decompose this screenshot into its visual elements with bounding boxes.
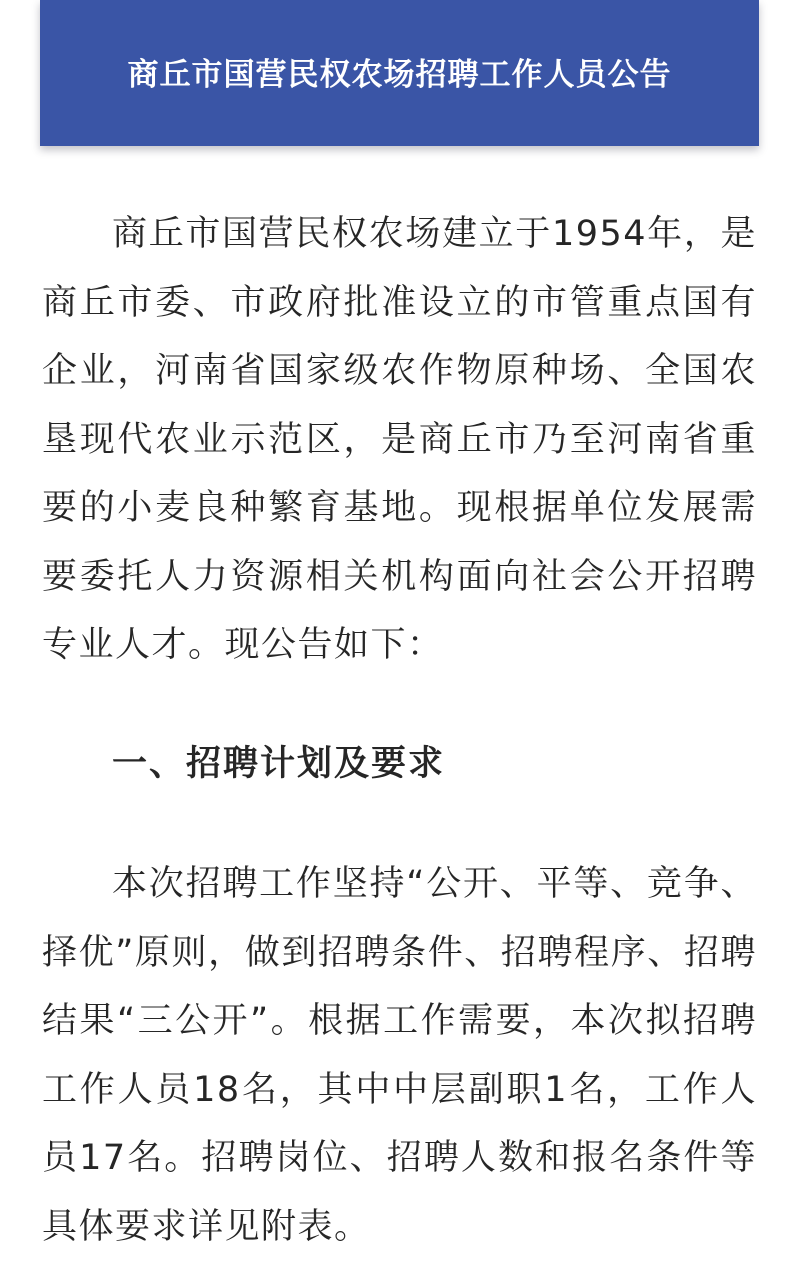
announcement-title: 商丘市国营民权农场招聘工作人员公告 xyxy=(127,56,672,93)
intro-paragraph: 商丘市国营民权农场建立于1954年，是商丘市委、市政府批准设立的市管重点国有企业，河南省国家级农作物原种场、全国农垦现代农业示范区，是商丘市乃至河南省重要的小麦良种繁育基地。现根据单位发展需要委托人力资源相关机构面向社会公开招聘专业人才。现公告如下： xyxy=(42,214,757,665)
title-banner xyxy=(40,0,759,146)
section-heading-recruitment-plan: 一、招聘计划及要求 xyxy=(112,744,446,784)
recruitment-plan-paragraph: 本次招聘工作坚持“公开、平等、竞争、择优”原则，做到招聘条件、招聘程序、招聘结果“三公开”。根据工作需要，本次拟招聘工作人员18名，其中中层副职1名，工作人员17名。招聘岗位、招聘人数和报名条件等具体要求详见附表。 xyxy=(42,864,757,1247)
